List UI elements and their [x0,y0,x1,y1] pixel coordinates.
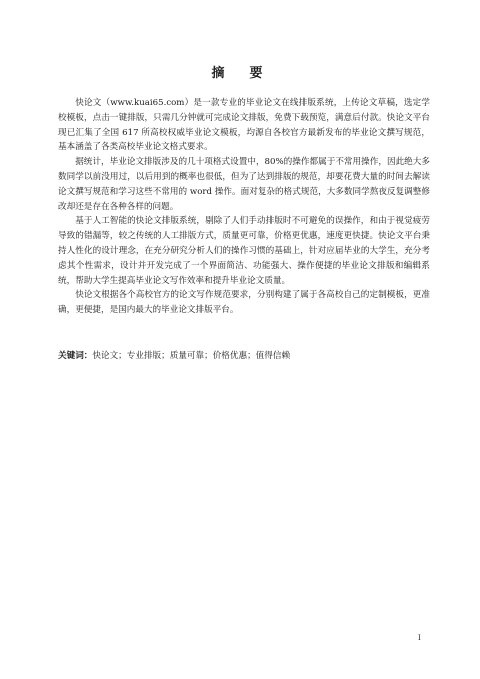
abstract-paragraph-1: 快论文（www.kuai65.com）是一款专业的毕业论文在线排版系统，上传论文草稿，选定学校模板，点击一键排版，只需几分钟就可完成论文排版，免费下载预览，满意后付款。快论文平台现已汇集了全国 617 所高校权威毕业论文模板，均源自各校官方最新发布的毕业论文撰写规范，基本涵盖了各类高校毕业论文格式要求。 [58,98,430,153]
abstract-paragraph-3: 基于人工智能的快论文排版系统，剔除了人们手动排版时不可避免的误操作，和由于视觉疲劳导致的错漏等，较之传统的人工排版方式，质量更可靠，价格更优惠，速度更快捷。快论文平台秉持人性化的设计理念，在充分研究分析人们的操作习惯的基础上，针对应届毕业的大学生，充分考虑其个性需求，设计并开发完成了一个界面简洁、功能强大、操作便捷的毕业论文排版和编辑系统，帮助大学生提高毕业论文写作效率和提升毕业论文质量。 [58,216,430,286]
abstract-paragraph-4: 快论文根据各个高校官方的论文写作规范要求，分别构建了属于各高校自己的定制模板，更准确，更便捷，是国内最大的毕业论文排版平台。 [58,290,430,316]
abstract-body [58,96,430,318]
keywords-text: 快论文；专业排版；质量可靠；价格优惠；值得信赖 [92,351,291,361]
keywords-line [58,349,430,364]
abstract-paragraph-2: 据统计，毕业论文排版涉及的几十项格式设置中，80%的操作都属于不常用操作，因此绝大多数同学以前没用过，以后用到的概率也很低，但为了达到排版的规范，却要花费大量的时间去解读论文撰写规范和学习这些不常用的 word 操作。面对复杂的格式规范，大多数同学熬夜反复调整修改却还是存在各种各样的问题。 [58,157,430,212]
abstract-title: 摘 要 [211,66,269,81]
page-number: I [418,634,421,642]
keywords-label: 关键词： [58,351,93,361]
